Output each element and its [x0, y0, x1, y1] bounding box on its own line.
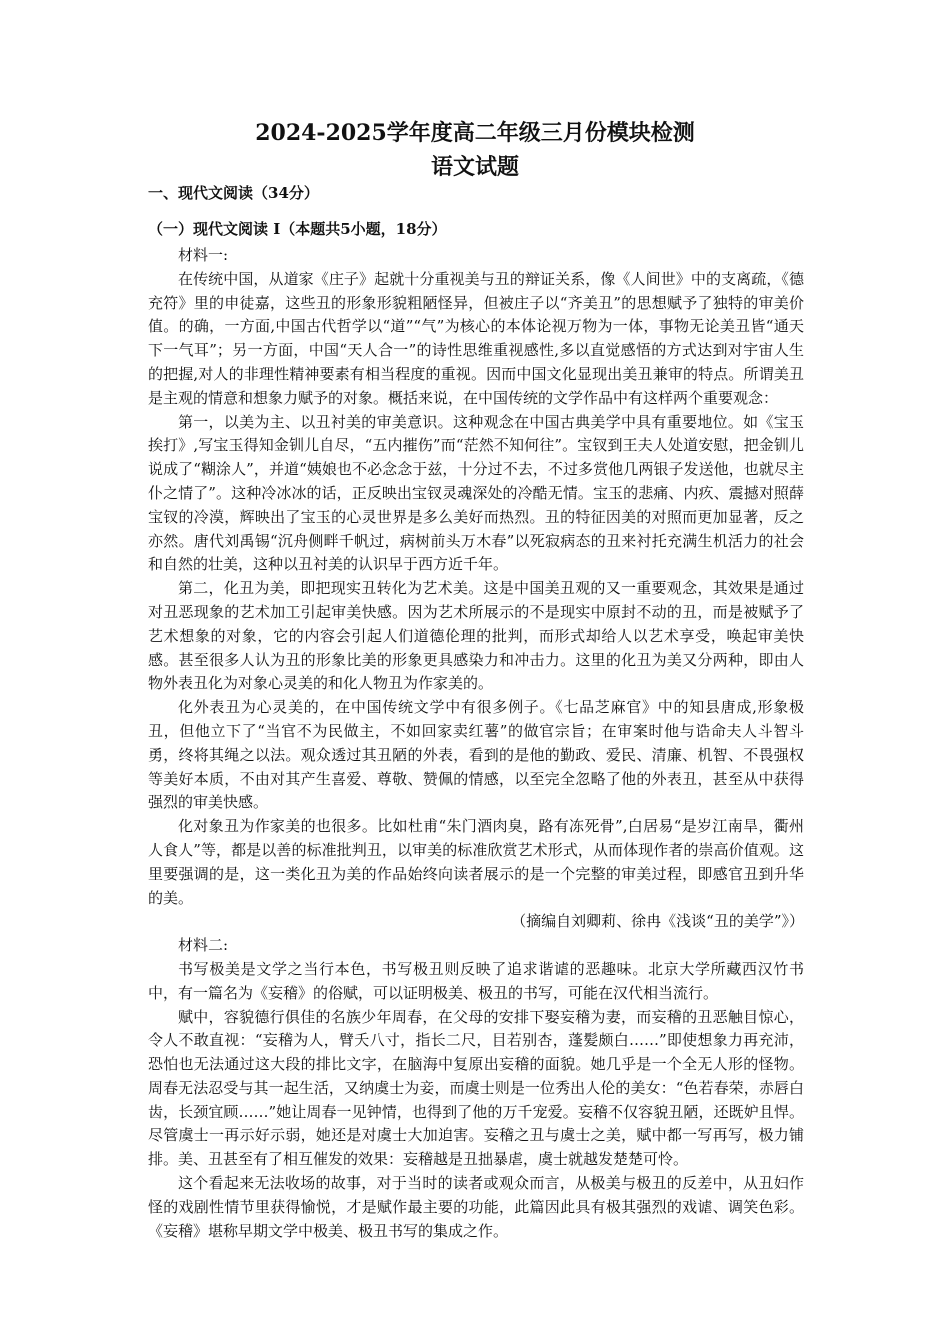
material-2-label: 材料二: [178, 936, 229, 955]
material-1-paragraph: 化外表丑为心灵美的，在中国传统文学中有很多例子。《七品芝麻官》中的知县唐成,形象极丑，但他立下了“当官不为民做主，不如回家卖红薯”的做官宗旨；在审案时他与诰命夫人斗智斗勇，终将其绳之以法。观众透过其丑陋的外表，看到的是他的勤政、爱民、清廉、机智、不畏强权等美好本质，不由对其产生喜爱、尊敬、赞佩的情感，以至完全忽略了他的外表丑，甚至从中获得强烈的审美快感。 [148, 698, 804, 812]
material-2-paragraph: 赋中，容貌德行俱佳的名族少年周春，在父母的安排下娶妄稽为妻，而妄稽的丑恶触目惊心，令人不敢直视：“妄稽为人，臂夭八寸，指长二尺，目若别杏，蓬髪颇白……”即使想象力再充沛，恐怕也无法通过这大段的排比文字，在脑海中复原出妄稽的面貌。她几乎是一个全无人形的怪物。周春无法忍受与其一起生活，又纳虞士为妾，而虞士则是一位秀出人伦的美女：“色若春荣，赤唇白齿，长颈宜顾……”她让周春一见钟情，也得到了他的万千宠爱。妄稽不仅容貌丑陋，还既妒且悍。尽管虞士一再示好示弱，她还是对虞士大加迫害。妄稽之丑与虞士之美，赋中都一写再写，极力铺排。美、丑甚至有了相互催发的效果：妄稽越是丑拙暴虐，虞士就越发楚楚可怜。 [148, 1007, 804, 1169]
material-1-paragraph: 化对象丑为作家美的也很多。比如杜甫“朱门酒肉臭，路有冻死骨”,白居易“是岁江南旱，衢州人食人”等，都是以善的标准批判丑，以审美的标准欣赏艺术形式，从而体现作者的崇高价值观。这里要强调的是，这一类化丑为美的作品始终向读者展示的是一个完整的审美过程，即感官丑到升华的美。 [148, 817, 804, 907]
material-1-paragraph: 第二，化丑为美，即把现实丑转化为艺术美。这是中国美丑观的又一重要观念，其效果是通过对丑恶现象的艺术加工引起审美快感。因为艺术所展示的不是现实中原封不动的丑，而是被赋予了艺术想象的对象，它的内容会引起人们道德伦理的批判，而形式却给人以艺术享受，唤起审美快感。甚至很多人认为丑的形象比美的形象更具感染力和冲击力。这里的化丑为美又分两种，即由人物外表丑化为对象心灵美的和化人物丑为作家美的。 [148, 579, 804, 693]
material-1-source: （摘编自刘卿莉、徐冉《浅谈“丑的美学”》） [511, 912, 804, 931]
exam-title: 2024-2025学年度高二年级三月份模块检测 [255, 120, 695, 146]
material-1-paragraph: 第一，以美为主、以丑衬美的审美意识。这种观念在中国古典美学中具有重要地位。如《宝玉挨打》,写宝玉得知金钏儿自尽，“五内摧伤”而“茫然不知何往”。宝钗到王夫人处道安慰，把金钏儿说成了“糊涂人”，并道“姨娘也不必念念于兹，十分过不去，不过多赏他几两银子发送他，也就尽主仆之情了”。这种冷冰冰的话，正反映出宝钗灵魂深处的冷酷无情。宝玉的悲痛、内疚、震撼对照薛宝钗的冷漠，辉映出了宝玉的心灵世界是多么美好而热烈。丑的特征因美的对照而更加显著，反之亦然。唐代刘禹锡“沉舟侧畔千帆过，病树前头万木春”以死寂病态的丑来衬托充满生机活力的社会和自然的壮美，这种以丑衬美的认识早于西方近千年。 [148, 412, 804, 574]
material-1-paragraph: 在传统中国，从道家《庄子》起就十分重视美与丑的辩证关系，像《人间世》中的支离疏，《德充符》里的申徒嘉，这些丑的形象形貌粗陋怪异，但被庄子以“齐美丑”的思想赋予了独特的审美价值。的确，一方面,中国古代哲学以“道”“气”为核心的本体论视万物为一体，事物无论美丑皆“通天下一气耳”；另一方面，中国“天人合一”的诗性思维重视感性,多以直觉感悟的方式达到对宇宙人生的把握,对人的非理性精神要素有相当程度的重视。因而中国文化显现出美丑兼审的特点。所谓美丑是主观的情意和想象力赋予的对象。概括来说，在中国传统的文学作品中有这样两个重要观念： [148, 269, 804, 407]
section-heading: 一、现代文阅读（34分） [148, 184, 319, 202]
subsection-heading: （一）现代文阅读 I（本题共5小题，18分） [148, 220, 447, 238]
material-1-label: 材料一: [178, 246, 229, 264]
exam-subtitle: 语文试题 [430, 154, 519, 180]
material-2-paragraph: 这个看起来无法收场的故事，对于当时的读者或观众而言，从极美与极丑的反差中，从丑妇作怪的戏剧性情节里获得愉悦，才是赋作最主要的功能，此篇因此具有极其强烈的戏谑、调笑色彩。《妄稽》堪称早期文学中极美、极丑书写的集成之作。 [148, 1174, 804, 1240]
reading-passage [148, 244, 804, 1243]
material-2-paragraph: 书写极美是文学之当行本色，书写极丑则反映了追求谐谑的恶趣味。北京大学所藏西汉竹书中，有一篇名为《妄稽》的俗赋，可以证明极美、极丑的书写，可能在汉代相当流行。 [148, 959, 804, 1002]
